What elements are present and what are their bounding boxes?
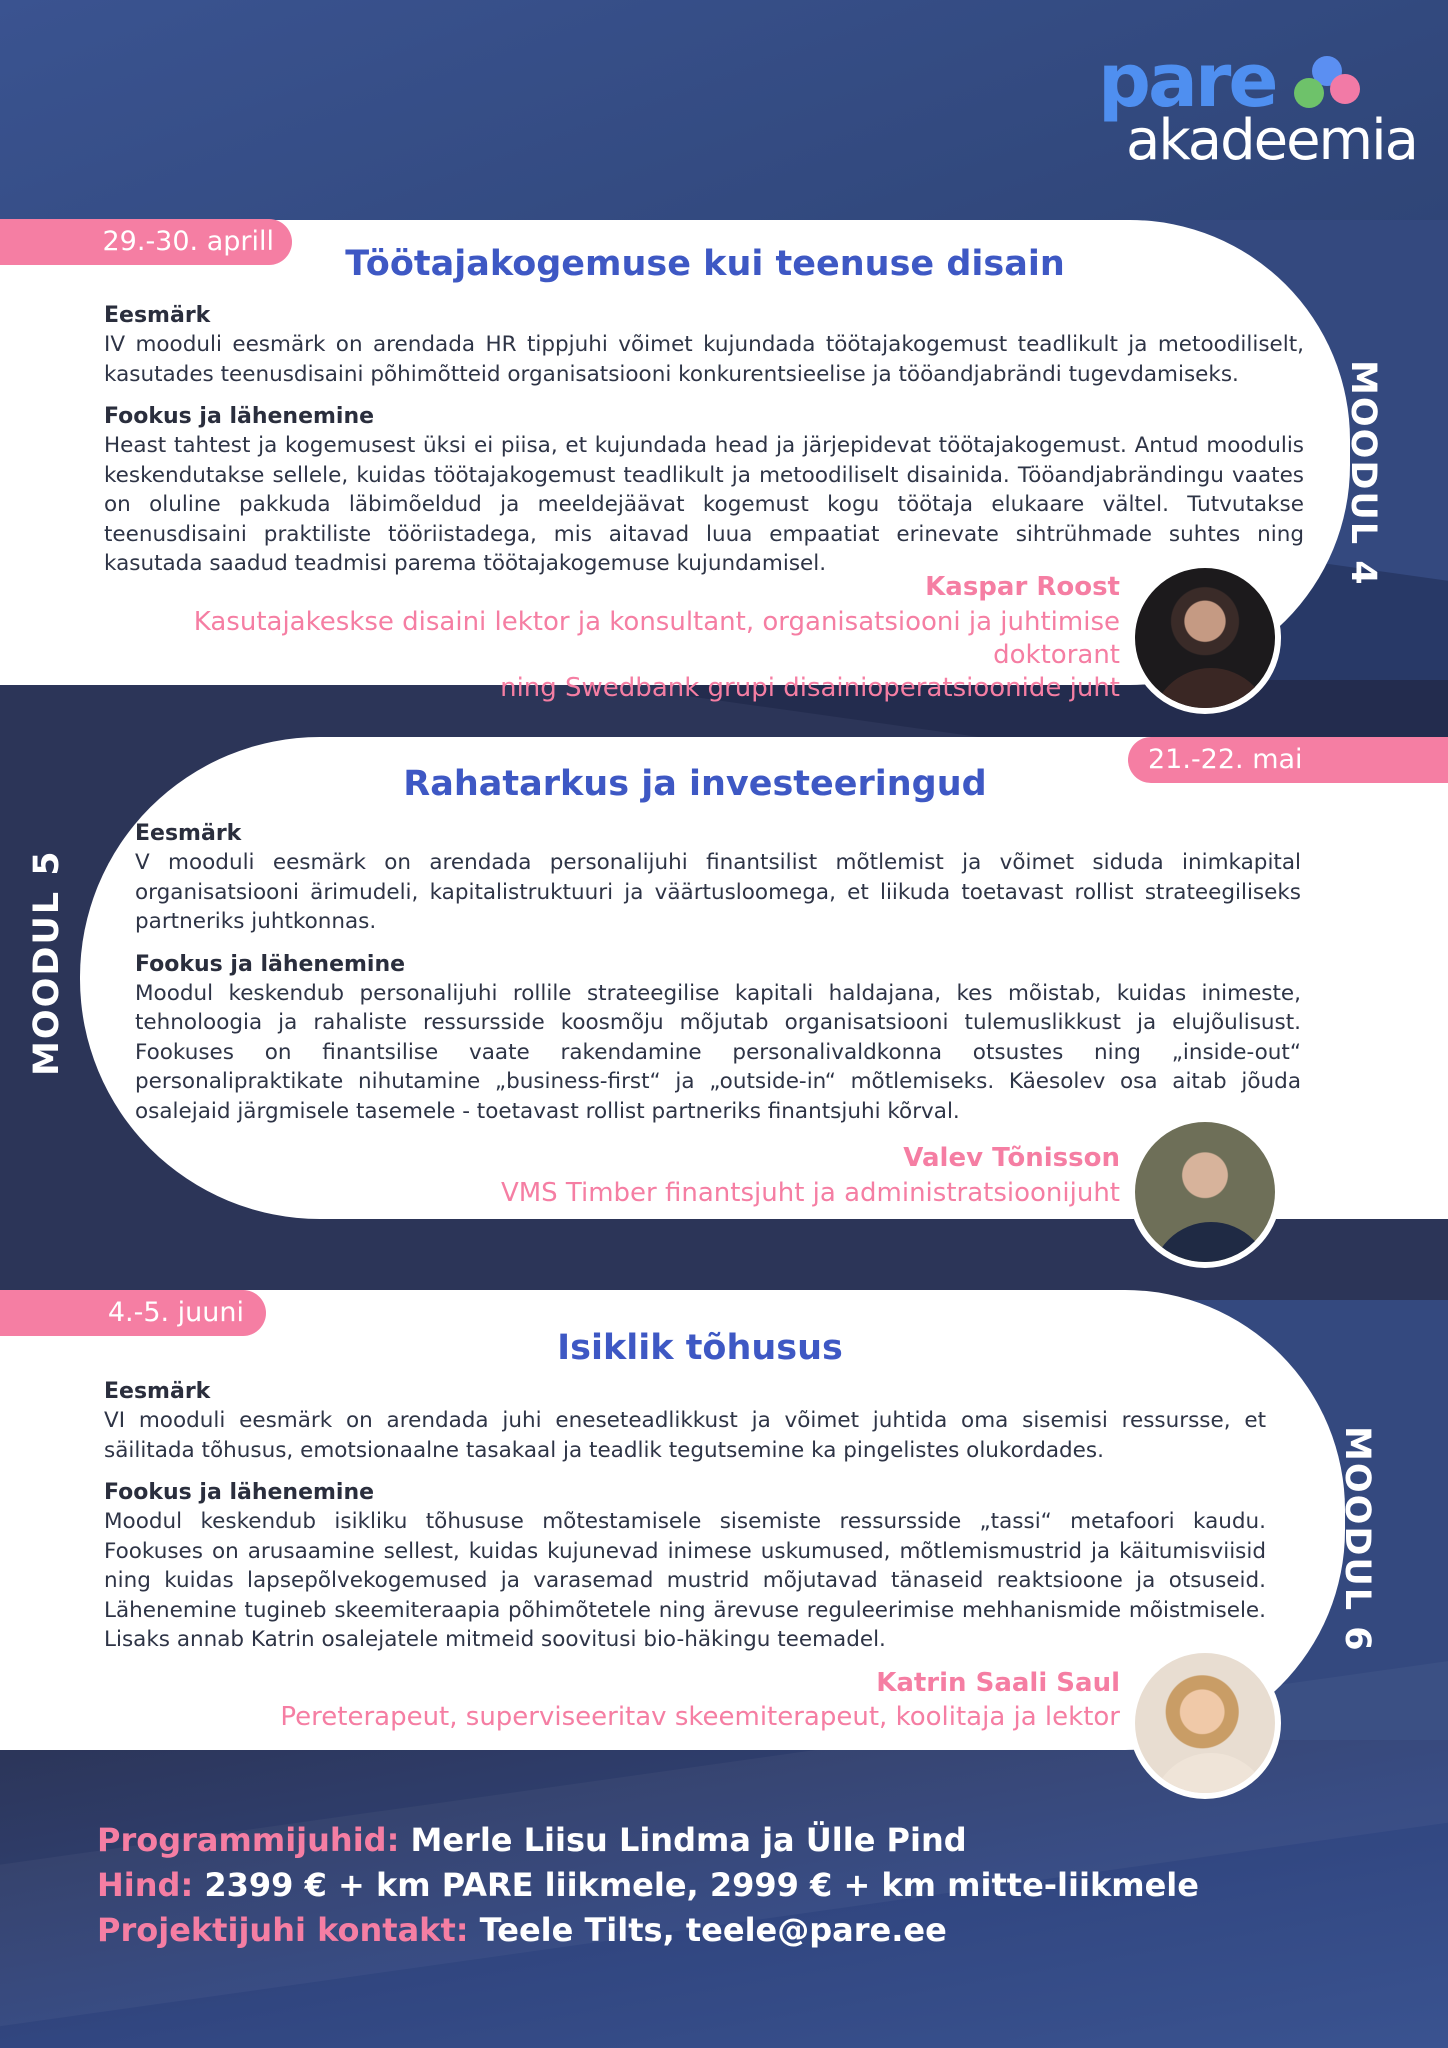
goal-text: IV mooduli eesmärk on arendada HR tippjuhi võimet kujundada töötajakogemust teadlikult ja metoodiliselt, kasutades teenusdisaini põhimõtteid organisatsiooni konkurentsieelise ja tööandjabrändi tugevdamiseks. (104, 332, 1304, 387)
contact-value[interactable]: Teele Tilts, teele@pare.ee (479, 1911, 947, 1949)
pare-akadeemia-logo (1098, 38, 1418, 173)
module-5-description (135, 820, 1301, 1140)
speaker-role (120, 1701, 1120, 1734)
goal-heading: Eesmärk (135, 821, 242, 846)
focus-heading: Fookus ja lähenemine (104, 404, 375, 429)
logo-dot-pink (1330, 74, 1360, 104)
focus-text: Heast tahtest ja kogemusest üksi ei piisa, et kujundada head ja järjepidevat töötajakogemust. Antud moodulis keskendutakse sellele, kuidas töötajakogemust teadlikult ja metoodiliselt disainida. Tööandjabrändingu vaates on oluline pakkuda läbimõeldud ja meeldejäävat kogemust kogu töötaja elukaare vältel. Tutvutakse teenusdisaini praktiliste tööriistadega, mis aitavad luua empaatiat erinevate sihtrühmade suhtes ning kasutada saadud teadmisi parema töötajakogemuse kujundamisel. (104, 433, 1304, 576)
speaker-role (220, 1177, 1120, 1210)
goal-text: VI mooduli eesmärk on arendada juhi eneseteadlikkust ja võimet juhtida oma sisemisi ressursse, et säilitada tõhusus, emotsionaalne tasakaal ja teadlik tegutsemine ka pingelistes olukordades. (104, 1408, 1266, 1463)
program-info (97, 1818, 1199, 1953)
module-6-description (104, 1378, 1266, 1669)
focus-text: Moodul keskendub isikliku tõhususe mõtestamisele sisemiste ressursside „tassi“ metafoori kaudu. Fookuses on arusaamine sellest, kuidas kujunevad inimese uskumused, mõtlemismustrid ja käitumisviisid ning kuidas lapsepõlvekogemused ja varasemad mustrid mõjutavad tänaseid reaktsioone ja otsuseid. Lähenemine tugineb skeemiteraapia põhimõtetele ning ärevuse reguleerimise mehhanismide mõistmisele. Lisaks annab Katrin osalejatele mitmeid soovitusi bio-häkingu teemadel. (104, 1509, 1266, 1652)
goal-text: V mooduli eesmärk on arendada personalijuhi finantsilist mõtlemist ja võimet siduda inimkapital organisatsiooni ärimudeli, kapitalistruktuuri ja väärtusloomega, et liikuda toetavast rollist strateegiliseks partneriks juhtkonnas. (135, 850, 1301, 934)
module-4-description (104, 302, 1304, 593)
module-6-date: 4.-5. juuni (0, 1290, 266, 1336)
contact-label: Projektijuhi kontakt: (97, 1911, 469, 1949)
speaker-photo (1129, 1116, 1281, 1268)
speaker-role-line: Kasutajakeskse disaini lektor ja konsultant, organisatsiooni ja juhtimise doktorant (193, 607, 1120, 670)
module-6-side-label: MOODUL 6 (1337, 1426, 1377, 1653)
focus-heading: Fookus ja lähenemine (104, 1480, 375, 1505)
speaker-role-line: ning Swedbank grupi disainioperatsioonide juht (500, 673, 1120, 703)
goal-heading: Eesmärk (104, 1379, 211, 1404)
speaker-name: Katrin Saali Saul (876, 1668, 1120, 1698)
contact-line (97, 1908, 1199, 1953)
speaker-name: Valev Tõnisson (903, 1143, 1120, 1173)
module-5-side-label: MOODUL 5 (27, 849, 67, 1076)
module-4-title: Töötajakogemuse kui teenuse disain (345, 244, 1065, 284)
module-5-title: Rahatarkus ja investeeringud (403, 764, 987, 804)
speaker-photo (1129, 1647, 1281, 1799)
photo-shoulders (1151, 668, 1271, 714)
speaker-role (70, 606, 1120, 705)
module-6-title: Isiklik tõhusus (557, 1328, 843, 1368)
module-4-date: 29.-30. aprill (0, 219, 292, 265)
program-managers-label: Programmijuhid: (97, 1821, 400, 1859)
focus-text: Moodul keskendub personalijuhi rollile strateegilise kapitali haldajana, kes mõistab, kuidas inimeste, tehnoloogia ja rahaliste ressursside koosmõju mõjutab organisatsiooni tulemuslikkust ja elujõulisust. Fookuses on finantsilise vaate rakendamine personalivaldkonna otsustes ning „inside-out“ personalipraktikate nihutamine „business-first“ ja „outside-in“ mõtlemiseks. Käesolev osa aitab jõuda osalejaid järgmisele tasemele - toetavast rollist partneriks finantsjuhi kõrval. (135, 980, 1301, 1124)
price-line (97, 1863, 1199, 1908)
price-value: 2399 € + km PARE liikmele, 2999 € + km mitte-liikmele (204, 1866, 1199, 1904)
price-label: Hind: (97, 1866, 194, 1904)
speaker-photo (1129, 562, 1281, 714)
goal-heading: Eesmärk (104, 303, 211, 328)
focus-heading: Fookus ja lähenemine (135, 951, 406, 977)
logo-dot-green (1294, 78, 1324, 108)
photo-shoulders (1151, 1222, 1271, 1268)
logo-wordmark-akadeemia: akadeemia (1126, 108, 1417, 173)
photo-shoulders (1151, 1753, 1271, 1799)
module-5-date: 21.-22. mai (1128, 737, 1448, 783)
speaker-role-line: VMS Timber finantsjuht ja administratsioonijuht (500, 1178, 1120, 1208)
speaker-name: Kaspar Roost (925, 572, 1120, 602)
logo-wordmark-pare: pare (1098, 38, 1276, 124)
program-managers-line (97, 1818, 1199, 1863)
program-managers-value: Merle Liisu Lindma ja Ülle Pind (410, 1821, 967, 1859)
speaker-role-line: Pereterapeut, superviseeritav skeemiterapeut, koolitaja ja lektor (280, 1702, 1120, 1732)
module-4-side-label: MOODUL 4 (1343, 360, 1383, 587)
